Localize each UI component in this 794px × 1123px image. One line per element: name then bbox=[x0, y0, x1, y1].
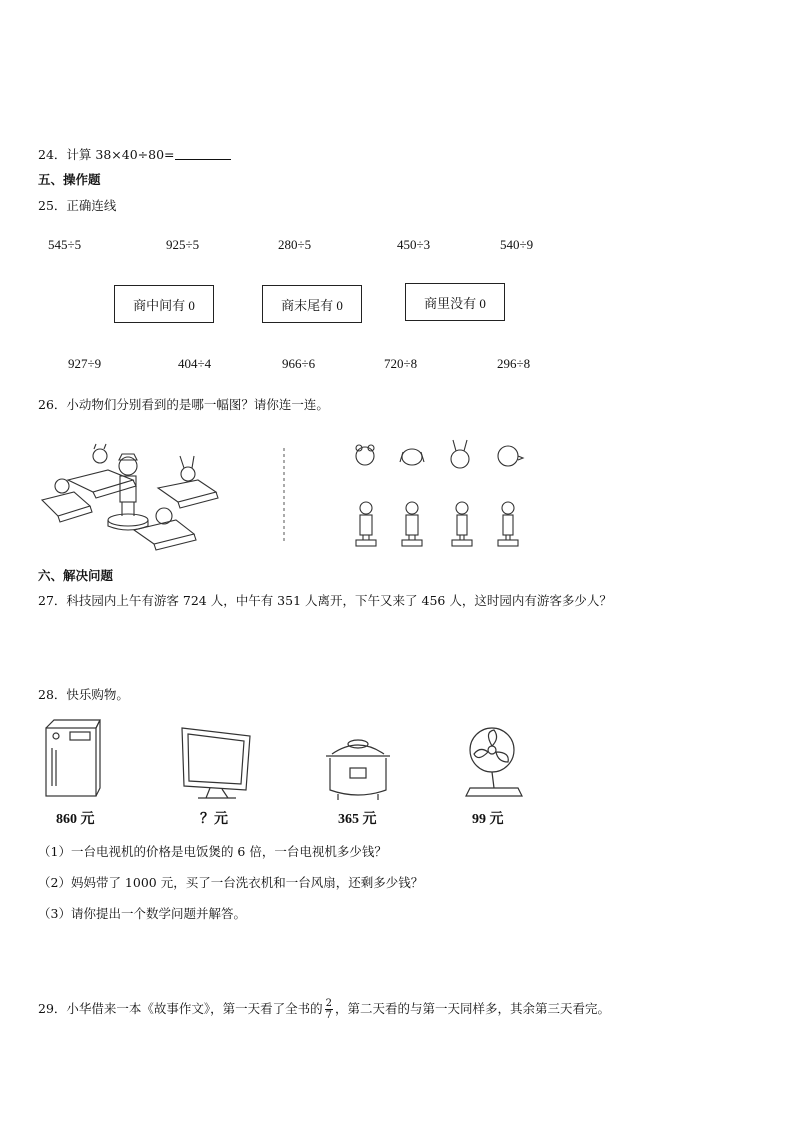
question-26-title: 26．小动物们分别看到的是哪一幅图？请你连一连。 bbox=[38, 397, 329, 412]
section-6-title: 六、解决问题 bbox=[38, 568, 114, 583]
top-expr-3: 280÷5 bbox=[278, 237, 312, 252]
section-5-title: 五、操作题 bbox=[38, 172, 101, 187]
washing-machine-icon bbox=[44, 720, 100, 800]
figure-views-row bbox=[350, 498, 530, 552]
top-expr-2: 925÷5 bbox=[166, 237, 200, 252]
question-24 bbox=[38, 147, 231, 163]
fraction-two-sevenths bbox=[325, 998, 333, 1021]
top-expr-4: 450÷3 bbox=[397, 237, 431, 252]
electric-fan-icon bbox=[464, 722, 524, 802]
bear-head-icon bbox=[356, 445, 374, 465]
question-28-sub3: （3）请你提出一个数学问题并解答。 bbox=[38, 906, 246, 921]
price-fan: 99 元 bbox=[472, 812, 504, 827]
dog-head-icon bbox=[400, 449, 424, 465]
rice-cooker-icon bbox=[322, 734, 394, 802]
box-end-zero: 商末尾有 0 bbox=[262, 285, 362, 323]
bottom-expr-3: 966÷6 bbox=[282, 356, 316, 371]
box-no-zero: 商里没有 0 bbox=[405, 283, 505, 321]
question-24-text: 24．计算 38×40÷80= bbox=[38, 147, 175, 162]
answer-blank[interactable] bbox=[175, 147, 231, 160]
chick-head-icon bbox=[498, 446, 523, 466]
question-29 bbox=[38, 998, 610, 1021]
rabbit-head-icon bbox=[451, 440, 469, 468]
question-27-text: 27．科技园内上午有游客 724 人，中午有 351 人离开，下午又来了 456 人，这时园内有游客多少人？ bbox=[38, 593, 612, 608]
figure-right-view bbox=[498, 502, 518, 546]
top-expr-1: 545÷5 bbox=[48, 237, 82, 252]
dashed-divider bbox=[283, 448, 285, 544]
top-expr-5: 540÷9 bbox=[500, 237, 534, 252]
figure-back-view bbox=[402, 502, 422, 546]
animal-heads-row bbox=[350, 438, 530, 474]
question-28-sub1: （1）一台电视机的价格是电饭煲的 6 倍，一台电视机多少钱？ bbox=[38, 844, 387, 859]
bottom-expr-1: 927÷9 bbox=[68, 356, 102, 371]
question-28-title: 28．快乐购物。 bbox=[38, 687, 129, 702]
bottom-expr-5: 296÷8 bbox=[497, 356, 531, 371]
television-icon bbox=[180, 728, 252, 802]
question-29-text-a: 29．小华借来一本《故事作文》，第一天看了全书的 bbox=[38, 1001, 323, 1016]
fraction-numerator: 2 bbox=[325, 998, 333, 1009]
animals-scene-illustration bbox=[38, 440, 238, 552]
question-25-title: 25．正确连线 bbox=[38, 198, 117, 213]
price-washing-machine: 860 元 bbox=[56, 812, 95, 827]
price-rice-cooker: 365 元 bbox=[338, 812, 377, 827]
figure-front-view bbox=[356, 502, 376, 546]
bottom-expr-2: 404÷4 bbox=[178, 356, 212, 371]
question-29-text-b: ，第二天看的与第一天同样多，其余第三天看完。 bbox=[335, 1001, 611, 1016]
question-28-sub2: （2）妈妈带了 1000 元，买了一台洗衣机和一台风扇，还剩多少钱？ bbox=[38, 875, 424, 890]
price-television: ？元 bbox=[200, 812, 228, 827]
box-middle-zero: 商中间有 0 bbox=[114, 285, 214, 323]
bottom-expr-4: 720÷8 bbox=[384, 356, 418, 371]
fraction-denominator: 7 bbox=[325, 1010, 333, 1021]
figure-left-view bbox=[452, 502, 472, 546]
